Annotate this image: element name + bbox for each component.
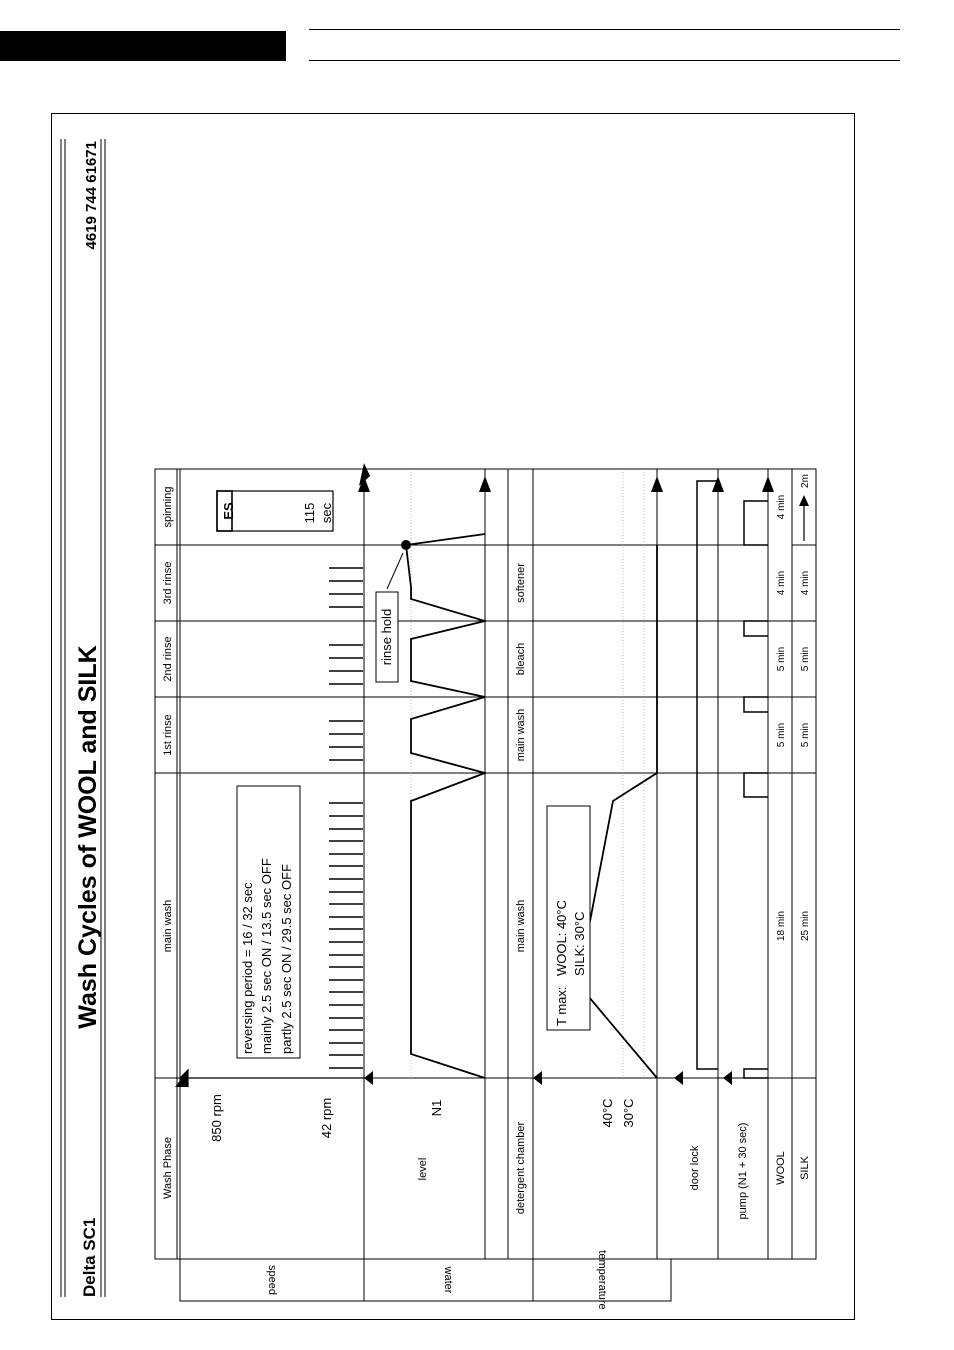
pump-curve-rinse1 — [744, 697, 768, 712]
water-arrow-left — [364, 1071, 373, 1085]
temp-30-label: 30°C — [621, 1098, 636, 1128]
silk-dur-main: 25 min — [800, 910, 811, 942]
document-frame — [51, 113, 855, 1320]
page-title: Wash Cycles of WOOL and SILK — [74, 645, 102, 1029]
pump-curve-main — [744, 773, 768, 797]
title-block — [61, 139, 105, 1297]
phase-3rd-rinse: 3rd rinse — [162, 561, 174, 605]
silk-durations — [800, 571, 811, 941]
door-arrow-top — [712, 476, 724, 492]
rinse-hold-label: rinse hold — [379, 608, 394, 666]
silk-dur-r3: 4 min — [800, 570, 811, 596]
phase-main-wash: main wash — [162, 899, 174, 953]
rpm-high-label: 850 rpm — [209, 1094, 224, 1142]
pump-curve-rinse2 — [744, 621, 768, 636]
tmax-label: T max: — [554, 986, 569, 1026]
detergent-rinse1: main wash — [515, 708, 527, 762]
group-label-temperature: temperature — [596, 1250, 608, 1310]
detergent-rinse3: softener — [515, 563, 527, 603]
door-lock-curve — [697, 481, 718, 1069]
reversing-partly-text: partly 2.5 sec ON / 29.5 sec OFF — [279, 863, 294, 1054]
temp-arrow-top — [651, 476, 663, 492]
silk-dur-r1: 5 min — [800, 722, 811, 748]
reversing-mainly-text: mainly 2.5 sec ON / 13.5 sec OFF — [259, 858, 274, 1054]
wool-dur-r3: 4 min — [776, 570, 787, 596]
phase-labels — [162, 487, 174, 953]
door-lock-label: door lock — [689, 1145, 701, 1191]
header-rule-top — [309, 29, 900, 30]
detergent-rinse2: bleach — [515, 642, 527, 676]
wool-dur-r1: 5 min — [776, 722, 787, 748]
pump-label: pump (N1 + 30 sec) — [737, 1122, 749, 1220]
pump-curve — [744, 1069, 768, 1078]
detergent-main: main wash — [515, 899, 527, 953]
phase-1st-rinse: 1st rinse — [162, 714, 174, 756]
reversing-period-text: reversing period = 16 / 32 sec — [240, 882, 255, 1054]
pump-curve-spin — [744, 501, 768, 545]
rinse-hold-point — [401, 540, 411, 550]
es-unit: sec — [319, 502, 334, 524]
es-value: 115 — [302, 502, 317, 524]
phase-2nd-rinse: 2nd rinse — [162, 636, 174, 682]
rpm-low-label: 42 rpm — [319, 1097, 334, 1139]
doc-model: Delta SC1 — [80, 1217, 99, 1297]
reversing-pulses — [329, 568, 363, 1068]
wool-dur-main: 18 min — [776, 910, 787, 942]
silk-spin-extra: 2m — [800, 474, 811, 488]
wool-dur-spin: 4 min — [776, 494, 787, 520]
phase-label-header: Wash Phase — [162, 1137, 174, 1199]
water-arrow-top — [479, 476, 491, 492]
level-label: level — [417, 1157, 429, 1181]
n1-label: N1 — [429, 1099, 444, 1117]
phase-spinning: spinning — [162, 486, 174, 528]
wash-cycle-diagram — [52, 114, 856, 1321]
silk-label: SILK — [799, 1156, 811, 1180]
silk-spin-arrowhead — [799, 495, 809, 506]
wool-label: WOOL — [775, 1151, 787, 1185]
group-label-water: water — [442, 1266, 454, 1294]
detergent-label: detergent chamber — [515, 1121, 527, 1215]
wool-durations — [776, 495, 787, 941]
header-rule-bottom — [309, 60, 900, 61]
temp-40-label: 40°C — [600, 1098, 615, 1128]
tmax-silk: SILK: 30°C — [572, 911, 587, 976]
es-label: ES — [221, 502, 236, 520]
reversing-note — [240, 858, 294, 1054]
speed-axis — [180, 1070, 364, 1086]
pump-arrow-top — [762, 476, 774, 492]
group-label-speed: speed — [266, 1265, 278, 1295]
rinse-hold-arrow — [387, 553, 403, 589]
door-arrow-left — [674, 1071, 683, 1085]
pump-arrow-left — [723, 1071, 732, 1085]
tmax-wool: WOOL: 40°C — [554, 900, 569, 976]
temp-arrow-left — [533, 1071, 542, 1085]
water-level-curve — [406, 534, 485, 1078]
header-black-bar — [0, 31, 286, 61]
silk-dur-r2: 5 min — [800, 646, 811, 672]
doc-number: 4619 744 61671 — [83, 141, 100, 250]
wool-dur-r2: 5 min — [776, 646, 787, 672]
